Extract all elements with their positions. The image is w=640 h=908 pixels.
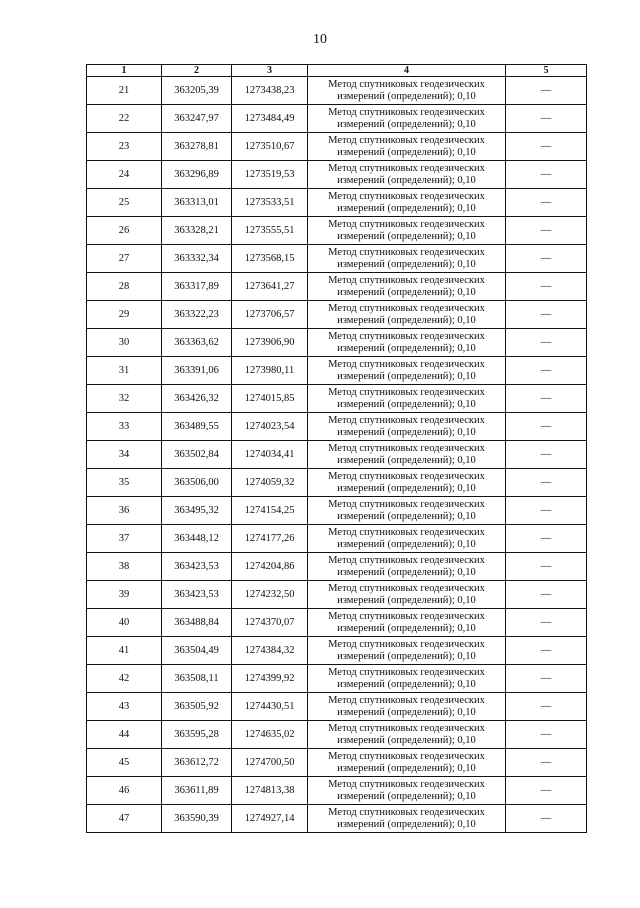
table-row <box>87 189 587 217</box>
point-number-cell: 42 <box>87 665 162 693</box>
y-coordinate-cell: 1273533,51 <box>232 189 308 217</box>
table-row <box>87 217 587 245</box>
method-line-1: Метод спутниковых геодезических <box>328 526 485 538</box>
point-number-cell: 33 <box>87 413 162 441</box>
method-line-1: Метод спутниковых геодезических <box>328 666 485 678</box>
method-text <box>328 79 485 103</box>
method-line-2: измерений (определений); 0,10 <box>337 426 476 438</box>
point-number-cell: 22 <box>87 105 162 133</box>
method-text <box>328 611 485 635</box>
table-row <box>87 497 587 525</box>
x-coordinate-cell: 363278,81 <box>162 133 232 161</box>
x-coordinate-cell: 363590,39 <box>162 805 232 833</box>
point-number-cell: 36 <box>87 497 162 525</box>
table-row <box>87 273 587 301</box>
method-cell <box>308 105 506 133</box>
method-line-2: измерений (определений); 0,10 <box>337 650 476 662</box>
column-header-4: 4 <box>308 65 506 77</box>
method-line-1: Метод спутниковых геодезических <box>328 442 485 454</box>
y-coordinate-cell: 1274232,50 <box>232 581 308 609</box>
method-line-1: Метод спутниковых геодезических <box>328 610 485 622</box>
point-number-cell: 43 <box>87 693 162 721</box>
method-line-1: Метод спутниковых геодезических <box>328 162 485 174</box>
method-cell <box>308 497 506 525</box>
y-coordinate-cell: 1273641,27 <box>232 273 308 301</box>
point-number-cell: 38 <box>87 553 162 581</box>
notes-cell: — <box>506 721 587 749</box>
method-cell <box>308 441 506 469</box>
header-row <box>87 65 587 77</box>
method-cell <box>308 133 506 161</box>
point-number-cell: 45 <box>87 749 162 777</box>
point-number-cell: 37 <box>87 525 162 553</box>
method-line-2: измерений (определений); 0,10 <box>337 762 476 774</box>
table-row <box>87 749 587 777</box>
method-line-2: измерений (определений); 0,10 <box>337 454 476 466</box>
method-cell <box>308 245 506 273</box>
point-number-cell: 41 <box>87 637 162 665</box>
method-text <box>328 695 485 719</box>
method-cell <box>308 469 506 497</box>
notes-cell: — <box>506 189 587 217</box>
x-coordinate-cell: 363506,00 <box>162 469 232 497</box>
method-line-2: измерений (определений); 0,10 <box>337 482 476 494</box>
table-row <box>87 637 587 665</box>
notes-cell: — <box>506 77 587 105</box>
table-row <box>87 385 587 413</box>
x-coordinate-cell: 363504,49 <box>162 637 232 665</box>
method-line-2: измерений (определений); 0,10 <box>337 706 476 718</box>
table-row <box>87 665 587 693</box>
x-coordinate-cell: 363489,55 <box>162 413 232 441</box>
method-line-1: Метод спутниковых геодезических <box>328 750 485 762</box>
coordinates-table <box>86 64 587 833</box>
method-text <box>328 135 485 159</box>
method-line-2: измерений (определений); 0,10 <box>337 146 476 158</box>
point-number-cell: 27 <box>87 245 162 273</box>
notes-cell: — <box>506 273 587 301</box>
method-cell <box>308 273 506 301</box>
method-line-2: измерений (определений); 0,10 <box>337 230 476 242</box>
method-cell <box>308 777 506 805</box>
method-line-2: измерений (определений); 0,10 <box>337 538 476 550</box>
method-line-1: Метод спутниковых геодезических <box>328 330 485 342</box>
x-coordinate-cell: 363595,28 <box>162 721 232 749</box>
y-coordinate-cell: 1274430,51 <box>232 693 308 721</box>
method-cell <box>308 217 506 245</box>
x-coordinate-cell: 363612,72 <box>162 749 232 777</box>
table-row <box>87 357 587 385</box>
notes-cell: — <box>506 805 587 833</box>
method-line-2: измерений (определений); 0,10 <box>337 790 476 802</box>
y-coordinate-cell: 1273438,23 <box>232 77 308 105</box>
column-header-1: 1 <box>87 65 162 77</box>
method-cell <box>308 805 506 833</box>
y-coordinate-cell: 1274015,85 <box>232 385 308 413</box>
point-number-cell: 30 <box>87 329 162 357</box>
table-row <box>87 553 587 581</box>
y-coordinate-cell: 1274635,02 <box>232 721 308 749</box>
y-coordinate-cell: 1273519,53 <box>232 161 308 189</box>
method-cell <box>308 413 506 441</box>
method-cell <box>308 721 506 749</box>
table-row <box>87 469 587 497</box>
method-text <box>328 751 485 775</box>
method-text <box>328 275 485 299</box>
x-coordinate-cell: 363448,12 <box>162 525 232 553</box>
table-row <box>87 805 587 833</box>
method-text <box>328 583 485 607</box>
y-coordinate-cell: 1274177,26 <box>232 525 308 553</box>
method-text <box>328 163 485 187</box>
notes-cell: — <box>506 329 587 357</box>
notes-cell: — <box>506 777 587 805</box>
y-coordinate-cell: 1273568,15 <box>232 245 308 273</box>
notes-cell: — <box>506 525 587 553</box>
method-line-2: измерений (определений); 0,10 <box>337 370 476 382</box>
method-line-1: Метод спутниковых геодезических <box>328 134 485 146</box>
x-coordinate-cell: 363332,34 <box>162 245 232 273</box>
method-line-2: измерений (определений); 0,10 <box>337 734 476 746</box>
point-number-cell: 47 <box>87 805 162 833</box>
notes-cell: — <box>506 581 587 609</box>
point-number-cell: 31 <box>87 357 162 385</box>
column-header-3: 3 <box>232 65 308 77</box>
y-coordinate-cell: 1273980,11 <box>232 357 308 385</box>
y-coordinate-cell: 1273510,67 <box>232 133 308 161</box>
method-line-2: измерений (определений); 0,10 <box>337 818 476 830</box>
method-line-2: измерений (определений); 0,10 <box>337 398 476 410</box>
method-text <box>328 471 485 495</box>
notes-cell: — <box>506 413 587 441</box>
table-row <box>87 441 587 469</box>
y-coordinate-cell: 1274927,14 <box>232 805 308 833</box>
x-coordinate-cell: 363423,53 <box>162 581 232 609</box>
x-coordinate-cell: 363328,21 <box>162 217 232 245</box>
y-coordinate-cell: 1274399,92 <box>232 665 308 693</box>
notes-cell: — <box>506 105 587 133</box>
method-cell <box>308 525 506 553</box>
method-line-2: измерений (определений); 0,10 <box>337 174 476 186</box>
notes-cell: — <box>506 693 587 721</box>
column-header-5: 5 <box>506 65 587 77</box>
notes-cell: — <box>506 161 587 189</box>
point-number-cell: 34 <box>87 441 162 469</box>
notes-cell: — <box>506 609 587 637</box>
y-coordinate-cell: 1274034,41 <box>232 441 308 469</box>
y-coordinate-cell: 1273555,51 <box>232 217 308 245</box>
x-coordinate-cell: 363322,23 <box>162 301 232 329</box>
method-cell <box>308 329 506 357</box>
x-coordinate-cell: 363363,62 <box>162 329 232 357</box>
table-row <box>87 77 587 105</box>
method-cell <box>308 301 506 329</box>
method-text <box>328 331 485 355</box>
method-line-2: измерений (определений); 0,10 <box>337 118 476 130</box>
method-cell <box>308 581 506 609</box>
method-text <box>328 639 485 663</box>
method-text <box>328 247 485 271</box>
table-row <box>87 693 587 721</box>
method-cell <box>308 357 506 385</box>
table-row <box>87 105 587 133</box>
y-coordinate-cell: 1274370,07 <box>232 609 308 637</box>
method-text <box>328 555 485 579</box>
method-text <box>328 779 485 803</box>
column-header-2: 2 <box>162 65 232 77</box>
point-number-cell: 32 <box>87 385 162 413</box>
page-number: 10 <box>313 32 327 47</box>
method-line-2: измерений (определений); 0,10 <box>337 342 476 354</box>
point-number-cell: 44 <box>87 721 162 749</box>
method-line-1: Метод спутниковых геодезических <box>328 806 485 818</box>
method-text <box>328 667 485 691</box>
y-coordinate-cell: 1273706,57 <box>232 301 308 329</box>
x-coordinate-cell: 363611,89 <box>162 777 232 805</box>
y-coordinate-cell: 1274204,86 <box>232 553 308 581</box>
method-line-2: измерений (определений); 0,10 <box>337 622 476 634</box>
method-line-1: Метод спутниковых геодезических <box>328 302 485 314</box>
table-row <box>87 525 587 553</box>
method-line-1: Метод спутниковых геодезических <box>328 190 485 202</box>
method-text <box>328 387 485 411</box>
table-row <box>87 413 587 441</box>
table-row <box>87 721 587 749</box>
point-number-cell: 21 <box>87 77 162 105</box>
table-row <box>87 329 587 357</box>
method-line-1: Метод спутниковых геодезических <box>328 78 485 90</box>
notes-cell: — <box>506 749 587 777</box>
method-line-1: Метод спутниковых геодезических <box>328 386 485 398</box>
y-coordinate-cell: 1274384,32 <box>232 637 308 665</box>
x-coordinate-cell: 363508,11 <box>162 665 232 693</box>
table-row <box>87 301 587 329</box>
method-text <box>328 303 485 327</box>
x-coordinate-cell: 363313,01 <box>162 189 232 217</box>
x-coordinate-cell: 363317,89 <box>162 273 232 301</box>
method-line-1: Метод спутниковых геодезических <box>328 694 485 706</box>
method-text <box>328 499 485 523</box>
method-text <box>328 415 485 439</box>
table-body <box>87 77 587 833</box>
point-number-cell: 40 <box>87 609 162 637</box>
table-row <box>87 609 587 637</box>
x-coordinate-cell: 363426,32 <box>162 385 232 413</box>
y-coordinate-cell: 1274023,54 <box>232 413 308 441</box>
table-row <box>87 777 587 805</box>
method-line-1: Метод спутниковых геодезических <box>328 722 485 734</box>
method-cell <box>308 637 506 665</box>
point-number-cell: 29 <box>87 301 162 329</box>
table-header <box>87 65 587 77</box>
notes-cell: — <box>506 357 587 385</box>
method-cell <box>308 609 506 637</box>
method-cell <box>308 189 506 217</box>
table-row <box>87 133 587 161</box>
method-line-2: измерений (определений); 0,10 <box>337 258 476 270</box>
method-cell <box>308 749 506 777</box>
x-coordinate-cell: 363423,53 <box>162 553 232 581</box>
x-coordinate-cell: 363205,39 <box>162 77 232 105</box>
method-line-2: измерений (определений); 0,10 <box>337 202 476 214</box>
point-number-cell: 24 <box>87 161 162 189</box>
point-number-cell: 28 <box>87 273 162 301</box>
method-cell <box>308 693 506 721</box>
method-line-2: измерений (определений); 0,10 <box>337 286 476 298</box>
method-text <box>328 191 485 215</box>
method-line-2: измерений (определений); 0,10 <box>337 678 476 690</box>
method-line-1: Метод спутниковых геодезических <box>328 498 485 510</box>
y-coordinate-cell: 1273484,49 <box>232 105 308 133</box>
method-line-2: измерений (определений); 0,10 <box>337 594 476 606</box>
notes-cell: — <box>506 665 587 693</box>
method-line-2: измерений (определений); 0,10 <box>337 314 476 326</box>
notes-cell: — <box>506 217 587 245</box>
method-line-2: измерений (определений); 0,10 <box>337 566 476 578</box>
y-coordinate-cell: 1274154,25 <box>232 497 308 525</box>
method-line-1: Метод спутниковых геодезических <box>328 358 485 370</box>
method-text <box>328 219 485 243</box>
notes-cell: — <box>506 553 587 581</box>
notes-cell: — <box>506 385 587 413</box>
method-cell <box>308 77 506 105</box>
x-coordinate-cell: 363502,84 <box>162 441 232 469</box>
notes-cell: — <box>506 469 587 497</box>
table-row <box>87 161 587 189</box>
point-number-cell: 26 <box>87 217 162 245</box>
y-coordinate-cell: 1274059,32 <box>232 469 308 497</box>
method-text <box>328 527 485 551</box>
method-text <box>328 723 485 747</box>
notes-cell: — <box>506 441 587 469</box>
method-line-2: измерений (определений); 0,10 <box>337 90 476 102</box>
method-cell <box>308 161 506 189</box>
method-line-1: Метод спутниковых геодезических <box>328 218 485 230</box>
notes-cell: — <box>506 301 587 329</box>
notes-cell: — <box>506 133 587 161</box>
method-line-1: Метод спутниковых геодезических <box>328 778 485 790</box>
y-coordinate-cell: 1274813,38 <box>232 777 308 805</box>
method-text <box>328 359 485 383</box>
point-number-cell: 35 <box>87 469 162 497</box>
point-number-cell: 25 <box>87 189 162 217</box>
table-row <box>87 581 587 609</box>
method-line-1: Метод спутниковых геодезических <box>328 582 485 594</box>
x-coordinate-cell: 363488,84 <box>162 609 232 637</box>
method-line-1: Метод спутниковых геодезических <box>328 246 485 258</box>
method-line-1: Метод спутниковых геодезических <box>328 106 485 118</box>
notes-cell: — <box>506 245 587 273</box>
x-coordinate-cell: 363495,32 <box>162 497 232 525</box>
method-text <box>328 443 485 467</box>
method-line-1: Метод спутниковых геодезических <box>328 470 485 482</box>
point-number-cell: 39 <box>87 581 162 609</box>
method-cell <box>308 665 506 693</box>
method-cell <box>308 385 506 413</box>
table-row <box>87 245 587 273</box>
notes-cell: — <box>506 497 587 525</box>
method-line-1: Метод спутниковых геодезических <box>328 554 485 566</box>
point-number-cell: 46 <box>87 777 162 805</box>
method-line-1: Метод спутниковых геодезических <box>328 274 485 286</box>
x-coordinate-cell: 363247,97 <box>162 105 232 133</box>
x-coordinate-cell: 363505,92 <box>162 693 232 721</box>
method-line-1: Метод спутниковых геодезических <box>328 638 485 650</box>
notes-cell: — <box>506 637 587 665</box>
x-coordinate-cell: 363296,89 <box>162 161 232 189</box>
method-cell <box>308 553 506 581</box>
method-line-2: измерений (определений); 0,10 <box>337 510 476 522</box>
x-coordinate-cell: 363391,06 <box>162 357 232 385</box>
point-number-cell: 23 <box>87 133 162 161</box>
method-text <box>328 807 485 831</box>
method-text <box>328 107 485 131</box>
method-line-1: Метод спутниковых геодезических <box>328 414 485 426</box>
y-coordinate-cell: 1273906,90 <box>232 329 308 357</box>
y-coordinate-cell: 1274700,50 <box>232 749 308 777</box>
